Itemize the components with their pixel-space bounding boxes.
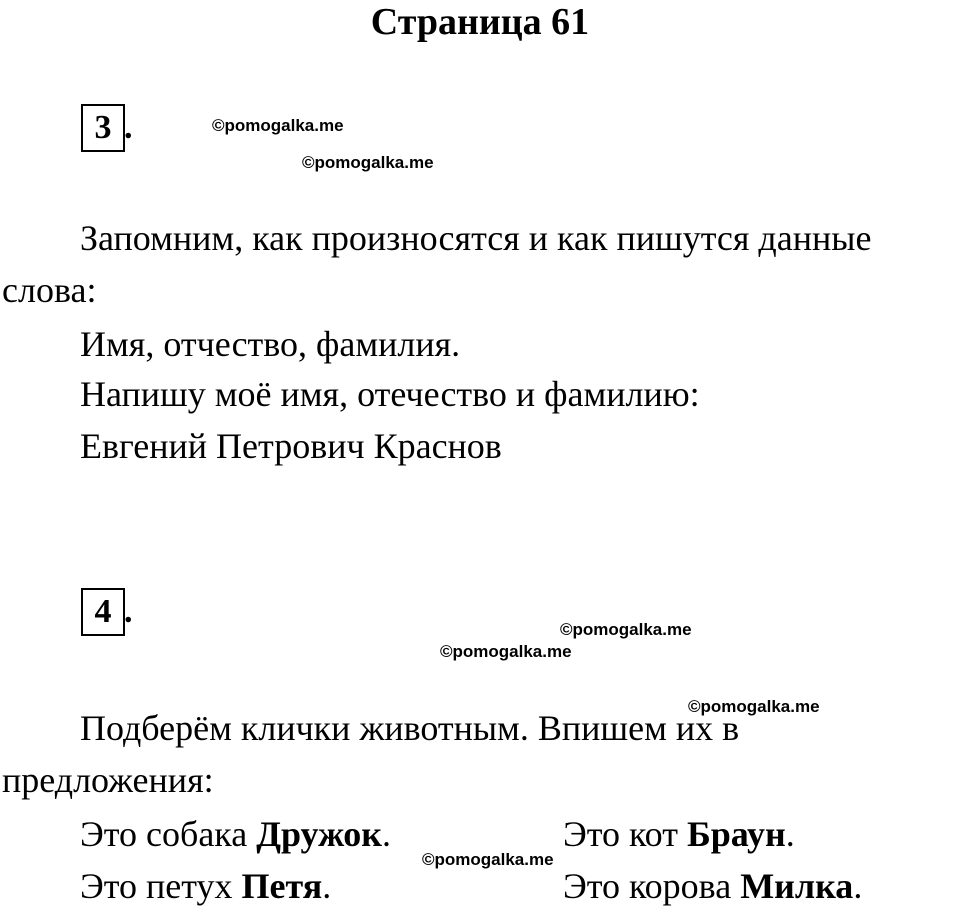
sentence-text: Это петух xyxy=(80,866,242,906)
pet-name: Петя xyxy=(241,866,323,906)
sentence-period: . xyxy=(853,866,863,906)
task-3-number: 3 xyxy=(81,104,125,152)
watermark: ©pomogalka.me xyxy=(440,642,572,661)
sentence-text: Это кот xyxy=(563,814,687,854)
pet-name: Милка xyxy=(740,866,854,906)
watermark: ©pomogalka.me xyxy=(560,620,692,639)
task-4-number: 4 xyxy=(81,588,125,636)
pet-name: Дружок xyxy=(256,814,383,854)
sentence-period: . xyxy=(382,814,392,854)
pet-name: Браун xyxy=(686,814,786,854)
task-3-dot: . xyxy=(124,109,133,146)
task-3-line-4: Напишу моё имя, отечество и фамилию: xyxy=(80,374,700,414)
task-4-dot: . xyxy=(124,593,133,630)
task-3-line-3: Имя, отчество, фамилия. xyxy=(80,324,461,364)
sentence-dog xyxy=(80,812,391,856)
sentence-cow xyxy=(563,864,862,908)
page-title: Страница 61 xyxy=(370,1,590,43)
watermark: ©pomogalka.me xyxy=(212,116,344,135)
watermark: ©pomogalka.me xyxy=(302,153,434,172)
task-3-line-2: слова: xyxy=(2,270,97,310)
sentence-period: . xyxy=(785,814,795,854)
sentence-text: Это корова xyxy=(563,866,741,906)
watermark: ©pomogalka.me xyxy=(422,850,554,869)
sentence-text: Это собака xyxy=(80,814,257,854)
task-3-line-1: Запомним, как произносятся и как пишутся данные xyxy=(80,218,872,258)
task-3-line-5: Евгений Петрович Краснов xyxy=(80,426,502,466)
watermark: ©pomogalka.me xyxy=(688,697,820,716)
sentence-rooster xyxy=(80,864,331,908)
task-4-line-1: Подберём клички животным. Впишем их в xyxy=(80,708,740,748)
task-4-line-2: предложения: xyxy=(2,760,214,800)
sentence-cat xyxy=(563,812,795,856)
sentence-period: . xyxy=(322,866,332,906)
